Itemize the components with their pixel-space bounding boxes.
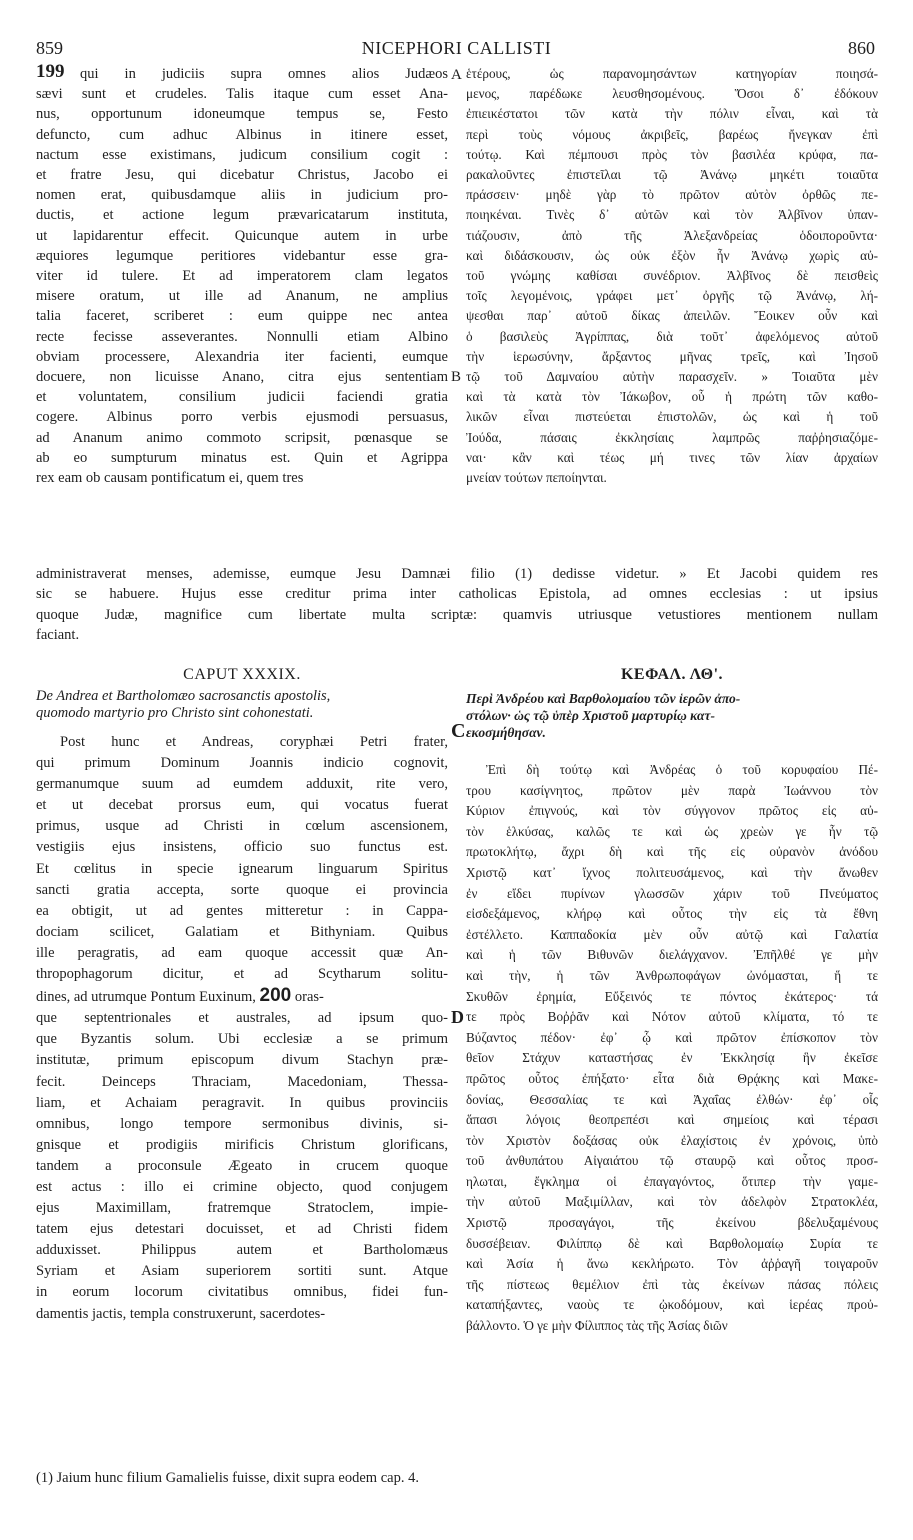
text-line: τρου κασίγνητος, πρῶτον μὲν παρὰ Ἰωάννου τὸν [466, 782, 878, 798]
running-head: NICEPHORI CALLISTI [361, 38, 552, 58]
greek-subtitle-line: εκοσμήθησαν. [466, 725, 546, 740]
text-line: πρῶτος οὗτος ἐπήξατο· εἶτα διὰ Θρᾴκης καὶ Μακε- [466, 1070, 878, 1086]
text-line: τοῖς λεγομένοις, γράφει μετ᾽ ὀργῆς τῷ Ἀνάνῳ, λή- [466, 288, 878, 304]
page-number-left: 859 [36, 38, 63, 58]
text-line: tandem a proconsule Ægeato in crucem quoque [36, 1157, 448, 1174]
text-line: ἅπασι λόγοις θεοπρεπέσι καὶ σημείοις καὶ τέρασι [466, 1112, 878, 1128]
text-line: εἰσδεξάμενος, κλήρῳ καὶ οὗτος τὴν εἰς τὰ ἔθνη [466, 906, 878, 922]
margin-letter-a: A [451, 67, 462, 83]
latin-column-body [36, 732, 448, 1325]
text-line: ille peragratis, ad eam quoque accessit quæ An- [36, 944, 448, 961]
text-line: faciant. [36, 626, 80, 643]
text-line: τὴν αὐτοῦ Μαξιμίλλαν, καὶ τὸν ἀδελφὸν Στρατοκλέα, [466, 1194, 878, 1210]
text-line: τε πρὸς Βοῤῥᾶν καὶ Νότον αὐτοῦ κλίματα, τό τε [466, 1009, 878, 1025]
text-line: ut lapidarentur effecit. Quicunque autem in urbe [36, 227, 448, 244]
text-line: ea obtigit, ut ad gentes mitteretur : in Cappa- [36, 902, 448, 919]
text-line-part: oras- [291, 989, 324, 1006]
text-line: τούτῳ. Καὶ πέμπουσι πρὸς τὸν βασιλέα κρύφα, πα- [466, 146, 878, 162]
text-line: τὸν ἑλκύσας, καλῶς τε καὶ ὡς χρεὼν γε ἦν τῷ [466, 823, 878, 839]
text-line: omnibus, longo tempore sermonibus divinis, si- [36, 1115, 448, 1132]
latin-subtitle-line: De Andrea et Bartholomæo sacrosanctis apostolis, [36, 688, 331, 704]
latin-full-width-paragraph [36, 564, 878, 645]
text-line: tatem ejus detestari docuisset, et ad Christi fidem [36, 1221, 448, 1238]
text-line: docuere, non licuisse Anano, citra ejus sententiam [36, 369, 448, 386]
text-line: thropophagorum dicitur, et ad Scytharum solitu- [36, 966, 448, 983]
text-line: Post hunc et Andreas, coryphæi Petri frater, [60, 734, 448, 750]
text-line: περὶ τοὺς νόμους ἀκριβεῖς, βαρέως ἤνεγκαν ἐπὶ [466, 126, 878, 142]
text-line: τὴν ἱερωσύνην, ἄρξαντος μῆνας τρεῖς, καὶ Ἰησοῦ [466, 348, 878, 364]
text-line-part: dines, ad utrumque Pontum Euxinum, [36, 989, 260, 1006]
text-line: in eorum locorum civitatibus omnibus, fidei fun- [36, 1284, 448, 1301]
text-line: Ἐπὶ δὴ τούτῳ καὶ Ἀνδρέας ὁ τοῦ κορυφαίου Πέ- [486, 762, 878, 777]
text-line: δυσσέβειαν. Φιλίππῳ δὲ καὶ Βαρθολομαίῳ Συρία τε [466, 1235, 878, 1251]
text-line: talia faceret, scriberet : eum quippe nec antea [36, 308, 448, 325]
text-line: damentis jactis, templa construxerunt, sacerdotes- [36, 1305, 326, 1322]
text-line: Χριστῷ κατ᾽ ἴχνος πολιτευσάμενος, καὶ τὴν ἄνωθεν [466, 864, 878, 880]
text-line: ποιηκέναι. Τινὲς δ᾽ αὐτῶν καὶ τὸν Ἀλβῖνον ὑπαν- [466, 207, 878, 223]
text-line: cogere. Albinus porro verbis ejusmodi persuasus, [36, 409, 448, 426]
page-number-right: 860 [848, 38, 875, 58]
text-line: sævi sunt et crudeles. Talis itaque cum esset Ana- [36, 86, 448, 103]
greek-chapter-subtitle [466, 690, 878, 741]
greek-column-top [466, 64, 878, 488]
text-line: sancti gratia accepta, sorte quoque ei provincia [36, 881, 448, 898]
text-line: Syriam et Asiam superiorem sortiti sunt. Atque [36, 1263, 448, 1280]
text-line: καὶ τὴν, ἡ τῶν Ἀνθρωποφάγων ὠνόμασται, ἥ τε [466, 967, 878, 983]
text-line: liam, et Achaiam peragravit. In quibus provinciis [36, 1094, 448, 1111]
text-line: ἐστέλλετο. Καππαδοκία μὲν οὖν αὐτῷ καὶ Γαλατία [466, 926, 878, 942]
margin-letter-b: B [451, 369, 462, 385]
text-line: μνείαν τούτων πεποίηνται. [466, 470, 607, 486]
text-line: obviam processere, Alexandria iter facienti, eumque [36, 348, 448, 365]
text-line: est actus : illo ei crimine objecto, quod conjugem [36, 1178, 448, 1195]
latin-chapter-title: CAPUT XXXIX. [183, 666, 301, 683]
text-line: ad Ananum animo commoto scripsit, pœnasque se [36, 429, 448, 446]
text-line: fecit. Deinceps Thraciam, Macedoniam, Thessa- [36, 1073, 448, 1090]
greek-chapter-title: ΚΕΦΑΛ. ΛΘ'. [620, 666, 724, 683]
text-line: ductis, et actione legum prævaricatarum instituta, [36, 207, 448, 224]
text-line: ψεσθαι παρ᾽ αὐτοῦ δίκας ἀπειλῶν. Ἔοικεν οὖν καὶ [466, 308, 878, 324]
text-line: ab eo sumpturum minatus est. Quin et Agrippa [36, 449, 448, 466]
text-line: ρακαλοῦντες ἐπιστεῖλαι τῷ Ἀνάνῳ μηκέτι τοιαῦτα [466, 167, 878, 183]
section-number-200: 200 [259, 985, 292, 1007]
text-line: ἑτέρους, ὡς παρανομησάντων κατηγορίαν ποιησά- [466, 66, 878, 81]
text-line: τοῦ ἀνθυπάτου Αἰγαιάτου τῷ σταυρῷ καὶ οὗτος προσ- [466, 1153, 878, 1169]
text-line: ηλωται, ἔγκλημα οἱ ἐπαγαγόντος, ὅτιπερ τὴν γαμε- [466, 1173, 878, 1189]
latin-chapter-subtitle [36, 688, 448, 722]
text-line: τῷ τοῦ Δαμναίου αὐτὴν παρασχεῖν. » Τοιαῦτα μὲν [466, 369, 878, 385]
text-line: Βύζαντος πέδον· ἐφ᾽ ᾧ καὶ πρῶτον ἐπίσκοπον τὸν [466, 1029, 878, 1045]
text-line: δονίας, Θεσσαλίας τε καὶ Ἀχαΐας ἐλθών· ἐφ᾽ οἷς [466, 1091, 878, 1107]
text-line: Χριστῷ προσαγάγοι, τῆς ἐκείνου βδελυξαμένους [466, 1215, 878, 1231]
text-line: rex eam ob causam pontificatum ei, quem tres [36, 470, 304, 487]
text-line: Σκυθῶν ἐρημία, Εὔξεινός τε πόντος ἑκάτερος· τά [466, 988, 878, 1004]
text-line: τιάζουσιν, ἀπὸ τῆς Ἀλεξανδρείας ὁδοιποροῦντα· [466, 227, 878, 243]
footnote: (1) Jaium hunc filium Gamalielis fuisse, dixit supra eodem cap. 4. [36, 1470, 419, 1486]
text-line: qui primum Dominum Joannis indicio cognovit, [36, 755, 448, 772]
text-line: λικῶν εἶναι πιστεύεται ἐπιστολῶν, ὡς καὶ ἡ τοῦ [466, 409, 878, 425]
text-line: que septentrionales et australes, ad ipsum quo- [36, 1010, 448, 1027]
text-line: defuncto, cum adhuc Albinus in itinere esset, [36, 126, 448, 143]
section-number-199: 199 [36, 61, 65, 82]
text-line: et ut decebat prorsus eum, qui vocatus fuerat [36, 797, 448, 814]
text-line: ναι· κἂν καὶ τέως μή τινες τῶν λίαν ἀρχαίων [466, 449, 878, 465]
text-line: ὁ βασιλεὺς Ἀγρίππας, διὰ τοῦτ᾽ ἀφελόμενος αὐτοῦ [466, 328, 878, 344]
text-line: nactum esse existimans, judicum consilium cogit : [36, 146, 448, 163]
text-line [36, 985, 448, 1008]
text-line: nomen erat, quibusdamque aliis in judicium pro- [36, 187, 448, 204]
greek-subtitle-line: στόλων· ὡς τῷ ὑπὲρ Χριστοῦ μαρτυρίῳ κατ- [466, 708, 715, 723]
text-line: æquiores legumque peritiores videbantur esse gra- [36, 247, 448, 264]
text-line: τοῦ γνώμης καθίσαι συνέδριον. Ἀλβῖνος δὲ πεισθεὶς [466, 268, 878, 284]
text-line: θεῖον Στάχυν καταστήσας ἐν Ἐκκλησίᾳ ἣν ἐκεῖσε [466, 1050, 878, 1066]
text-line: βάλλοντο. Ὁ γε μὴν Φίλιππος τὰς τῆς Ἀσίας διῶν [466, 1318, 728, 1334]
text-line: μενος, παρέδωκε λευσθησομένους. Ὅσοι δ᾽ ἐδόκουν [466, 86, 878, 102]
text-line: ἐν εἴδει πυρίνων γλωσσῶν χάριν τοῦ Πνεύματος [466, 885, 878, 901]
text-line: institutæ, primum episcopum divum Stachyn præ- [36, 1052, 448, 1069]
text-line: primus, usque ad Christi in cœlum ascensionem, [36, 818, 448, 835]
text-line: πρωτοκλήτῳ, ἄχρι δὴ καὶ τῆς εἰς οὐρανὸν ἀνόδου [466, 844, 878, 860]
text-line: Ἰούδα, πάσαις ἐκκλησίαις λαμπρῶς παῤῥησιαζόμε- [466, 429, 878, 445]
text-line: quoque Judæ, magnifice cum libertate multa scriptæ: quamvis utriusque vetustiores mentionem nullam [36, 606, 878, 623]
text-line: gnisque et prodigiis mirificis Christum glorificans, [36, 1136, 448, 1153]
text-line: administraverat menses, ademisse, eumque Jesu Damnæi filio (1) dedisse videtur. » Et Jacobi quidem res [36, 566, 878, 582]
text-line: germanumque suum ad eumdem adduxit, rite vero, [36, 776, 448, 793]
text-line: καταπήξαντες, ναοὺς τε ᾠκοδόμουν, καὶ ἱερέας προὐ- [466, 1297, 878, 1313]
text-line: sic se habuere. Hujus esse creditur prima inter catholicas Epistola, ad omnes ecclesias : ut ipsius [36, 586, 878, 603]
text-line: misere oratum, ut ille ad Ananum, ne amplius [36, 288, 448, 305]
text-line: nus, opportunum idoneumque tempus se, Festo [36, 106, 448, 123]
text-line: et fratre Jesu, qui dicebatur Christus, Jacobo ei [36, 167, 448, 184]
text-line: καὶ τὰ κατὰ τὸν Ἰάκωβον, οὗ ἡ πρώτη τῶν καθο- [466, 389, 878, 405]
text-line: τῆς πίστεως θεμέλιον ἐπὶ τὰς ἐκείνων πάσας πόλεις [466, 1276, 878, 1292]
latin-column-top [36, 61, 448, 488]
text-line: πράσσειν· μηδὲ γὰρ τὸ πρῶτον αὐτὸν ὀρθῶς πε- [466, 187, 878, 203]
text-line: ἐπιεικέστατοι τῶν κατὰ τὴν πόλιν εἶναι, καὶ τὰ [466, 106, 878, 122]
latin-subtitle-line: quomodo martyrio pro Christo sint cohonestati. [36, 705, 314, 721]
margin-letter-d: D [451, 1007, 464, 1027]
text-line: Et cœlitus in specie ignearum linguarum Spiritus [36, 860, 448, 877]
text-line: dociam scilicet, Galatiam et Bithyniam. Quibus [36, 923, 448, 940]
text-line: adduxisset. Philippus autem et Bartholomæus [36, 1242, 448, 1259]
text-line: et voluntatem, consilium judicii faciendi gratia [36, 389, 448, 406]
text-line: viter id tulere. Et ad imperatorem clam legatos [36, 268, 448, 285]
text-line: καὶ ἡ τῶν Βιθυνῶν διελάγχανον. Ἐπῆλθέ γε μὴν [466, 947, 878, 963]
text-line: ejus Maximillam, fratremque Stratoclem, impie- [36, 1200, 448, 1217]
text-line: recte fecisse asseverantes. Nonnulli etiam Albino [36, 328, 448, 345]
text-line: τὸν Χριστὸν δοξάσας οὐκ ἐλαχίστοις ἐν χρόνοις, ὑπὸ [466, 1132, 878, 1148]
greek-column-body [466, 760, 878, 1337]
text-line: καὶ διδάσκουσιν, ὡς οὐκ ἐξὸν ἦν Ἀνάνῳ χωρὶς αὐ- [466, 247, 878, 263]
text-line: vestigiis ejus insistens, officio suo functus est. [36, 839, 448, 856]
text-line: que Byzantis solum. Ubi ecclesiæ a se primum [36, 1031, 448, 1048]
margin-letter-c: C [451, 720, 466, 742]
text-line: καὶ Ἀσία ἡ ἄνω κεκλήρωτο. Τὸν ἀῤῥαγῆ τοιγαροῦν [466, 1256, 878, 1272]
greek-subtitle-line: Περὶ Ἀνδρέου καὶ Βαρθολομαίου τῶν ἱερῶν ἀπο- [466, 691, 741, 706]
text-line: Κύριον ἐπιγνούς, καὶ τὸν σύγγονον πρῶτος εἰς αὐ- [466, 803, 878, 819]
text-line: qui in judiciis supra omnes alios Judæos [80, 66, 448, 82]
